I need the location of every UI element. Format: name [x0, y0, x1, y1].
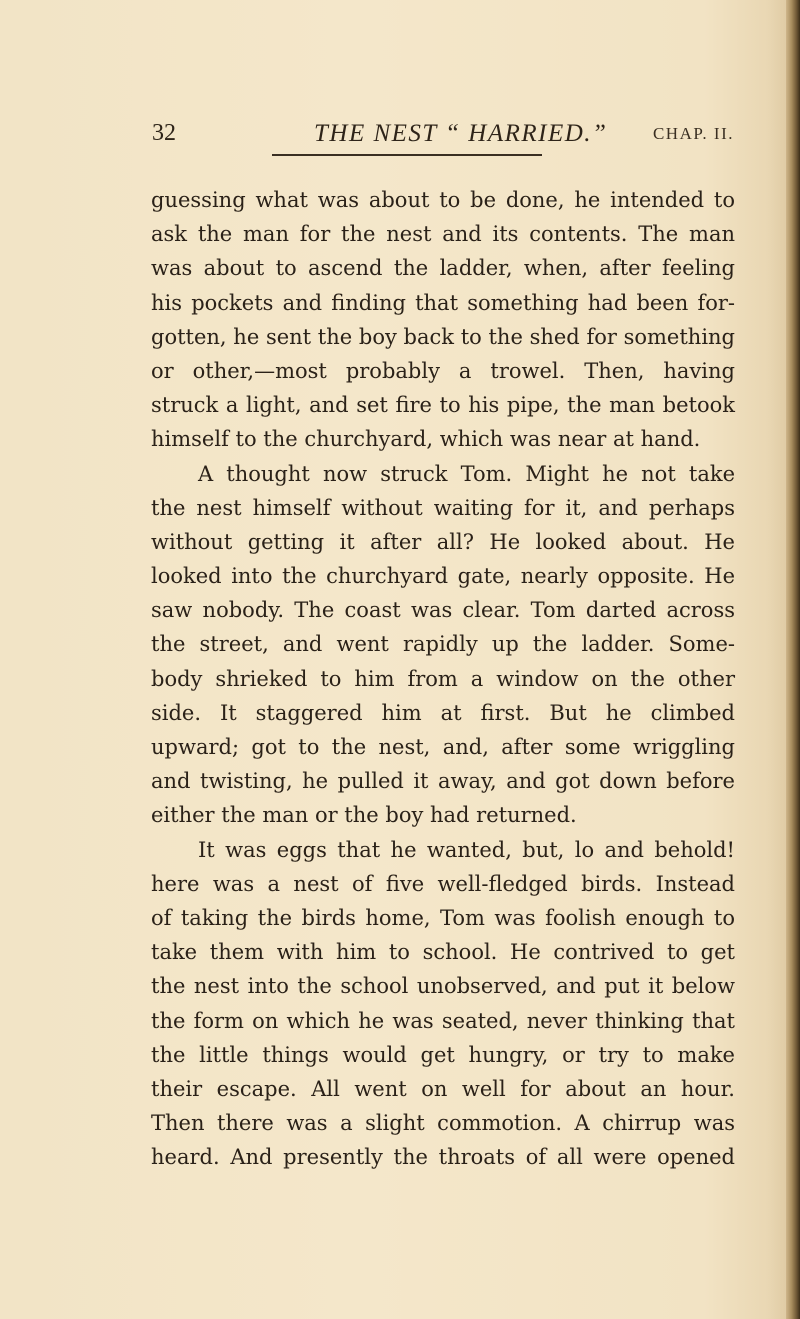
text-line: ask the man for the nest and its contents. The man	[151, 222, 735, 247]
text-line: the nest into the school unobserved, and put it below	[151, 974, 735, 999]
page-binding-edge	[786, 0, 800, 1319]
text-line: of taking the birds home, Tom was foolish enough to	[151, 905, 735, 930]
text-line: looked into the churchyard gate, nearly opposite. He	[151, 564, 735, 589]
text-line: their escape. All went on well for about an hour.	[151, 1076, 735, 1101]
text-line: the street, and went rapidly up the ladder. Some-	[151, 632, 735, 657]
text-line: the form on which he was seated, never thinking that	[151, 1008, 735, 1033]
text-line: or other,—most probably a trowel. Then, having	[151, 358, 735, 383]
text-line: take them with him to school. He contrived to get	[151, 940, 735, 965]
text-line: and twisting, he pulled it away, and got down before	[151, 769, 735, 794]
text-line: was about to ascend the ladder, when, after feeling	[151, 256, 735, 281]
text-line: the nest himself without waiting for it, and perhaps	[151, 495, 735, 520]
text-line: here was a nest of five well-fledged birds. Instead	[151, 871, 735, 896]
text-line: without getting it after all? He looked about. He	[151, 529, 735, 554]
body-text	[151, 183, 735, 1174]
text-line: gotten, he sent the boy back to the shed for something	[151, 324, 735, 349]
text-line: saw nobody. The coast was clear. Tom darted across	[151, 598, 735, 623]
chapter-label: CHAP. II.	[652, 124, 734, 143]
running-head	[152, 120, 734, 164]
text-line: guessing what was about to be done, he intended to	[151, 188, 735, 212]
text-line: It was eggs that he wanted, but, lo and behold!	[198, 837, 735, 862]
text-line: his pockets and finding that something had been for-	[151, 290, 735, 315]
text-line: struck a light, and set fire to his pipe, the man betook	[151, 393, 735, 418]
text-line: side. It staggered him at first. But he climbed	[151, 700, 735, 725]
page-number: 32	[152, 120, 176, 146]
text-line: the little things would get hungry, or try to make	[151, 1042, 735, 1067]
header-rule	[272, 154, 542, 156]
text-line: Then there was a slight commotion. A chirrup was	[151, 1111, 735, 1136]
text-line: heard. And presently the throats of all were opened	[151, 1145, 735, 1170]
text-line: A thought now struck Tom. Might he not take	[198, 461, 735, 486]
text-line: himself to the churchyard, which was near at hand.	[151, 427, 701, 452]
text-line: either the man or the boy had returned.	[151, 803, 577, 828]
text-line: upward; got to the nest, and, after some wriggling	[151, 735, 735, 759]
running-title: THE NEST “ HARRIED.”	[314, 120, 608, 147]
text-line: body shrieked to him from a window on the other	[151, 666, 735, 691]
